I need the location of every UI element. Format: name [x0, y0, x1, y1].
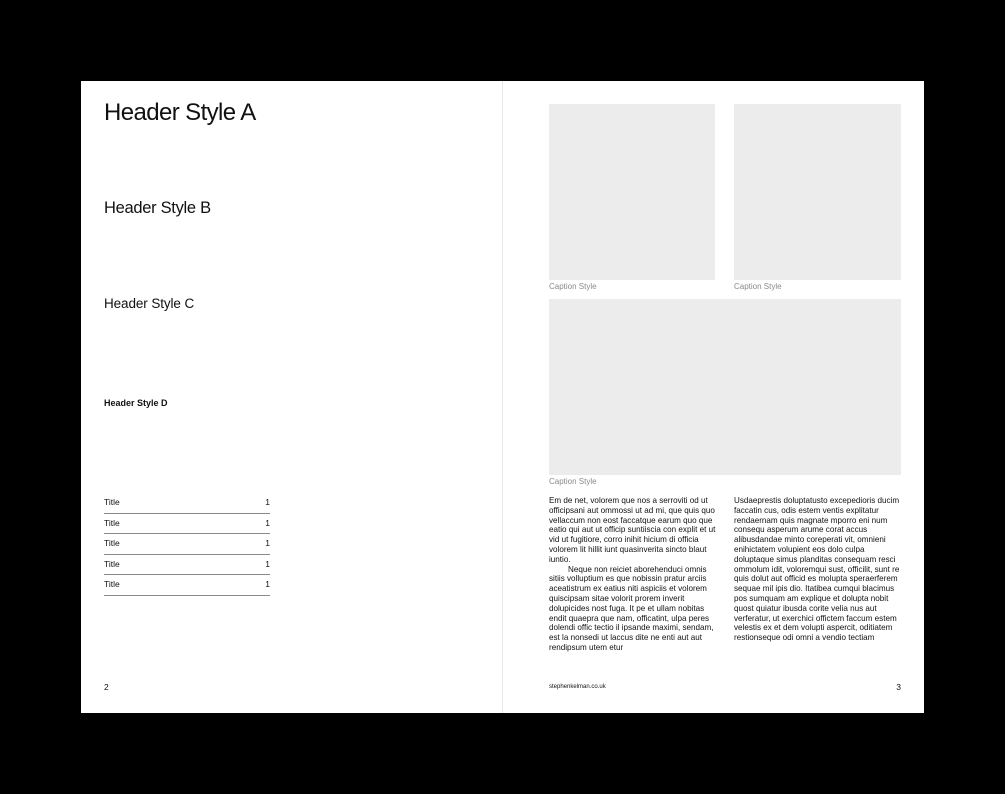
toc-row — [104, 575, 270, 596]
toc-title: Title — [104, 579, 120, 589]
header-style-b: Header Style B — [104, 199, 211, 217]
image-placeholder-wide — [549, 299, 901, 475]
toc-title: Title — [104, 497, 120, 507]
toc-title: Title — [104, 538, 120, 548]
toc-title: Title — [104, 517, 120, 528]
body-paragraph: Em de net, volorem que nos a serroviti od ut officipsani aut ommossi ut ad mi, que quis quo vellaccum non eost faccatque earum quo que eatio qui aut ut officip suntiiscia con explit et ut vid ut fugitiore, corro inihit hicium di officia volorem lit hillit iunt quasinverita sincto blaut iuntio. — [549, 496, 716, 564]
toc-title: Title — [104, 558, 120, 569]
toc-row — [104, 534, 270, 555]
toc-row — [104, 555, 270, 576]
body-paragraph: Neque non reiciet aborehenduci omnis sitiis volluptium es que nobissin pratur arciis aceatistrum ex eatius niti aspiciis et volorem quiscipsam sitae volorit prorem inverit dolupicides nost fuga. It pe et ullam nobitas endit quaepra que nam, officatint, ulpa peres dolendi offic tectio il ipsande maximi, sendam, est la nonsedi ut laccus dite ne enti aut aut rendipsum utem etur — [549, 564, 714, 652]
body-paragraph: Usdaeprestis doluptatusto excepedioris ducim faccatin cus, odis estem ventis explitatur rendaernam quis magnate mporro eni num consequ asperum arume corat accus alibusdandae minto coreperati vit, omnieni enihictatem volupient eos dolo culpa doluptaque simus planditas consequam resci ommolum idit, voloremqui sust, officilit, sunt re quis dolut aut officid es molupta speraerferem sequae mil ipis dio. Itatibea cumqui blacimus pos sumquam am explique et dolupta nobit quost quiatur ibusda corite velia nus aut verferatur, ut exerchici offictem faccum estem velestis ex et dem volupti aspercit, oditiatem restionseque odi omni a vendio tectiam — [734, 496, 900, 643]
header-style-d: Header Style D — [104, 398, 168, 408]
page-number-left: 2 — [104, 682, 109, 692]
toc-page-number: 1 — [265, 558, 270, 569]
image-caption-2: Caption Style — [734, 282, 782, 291]
toc-page-number: 1 — [265, 538, 270, 548]
image-placeholder-1 — [549, 104, 715, 280]
header-style-c: Header Style C — [104, 296, 195, 311]
body-text-column-2 — [734, 496, 902, 643]
body-text-column-1 — [549, 496, 717, 653]
page-number-right: 3 — [896, 682, 901, 692]
image-caption-wide: Caption Style — [549, 477, 597, 486]
left-page — [81, 81, 502, 713]
toc-page-number: 1 — [265, 517, 270, 528]
toc-row — [104, 493, 270, 514]
header-style-a: Header Style A — [104, 99, 256, 126]
right-page — [503, 81, 924, 713]
toc-row — [104, 514, 270, 535]
footer-url: stephenkelman.co.uk — [549, 684, 606, 690]
table-of-contents — [104, 493, 270, 596]
image-placeholder-2 — [734, 104, 901, 280]
toc-page-number: 1 — [265, 497, 270, 507]
book-spread — [81, 81, 924, 713]
image-caption-1: Caption Style — [549, 282, 597, 291]
toc-page-number: 1 — [265, 579, 270, 589]
